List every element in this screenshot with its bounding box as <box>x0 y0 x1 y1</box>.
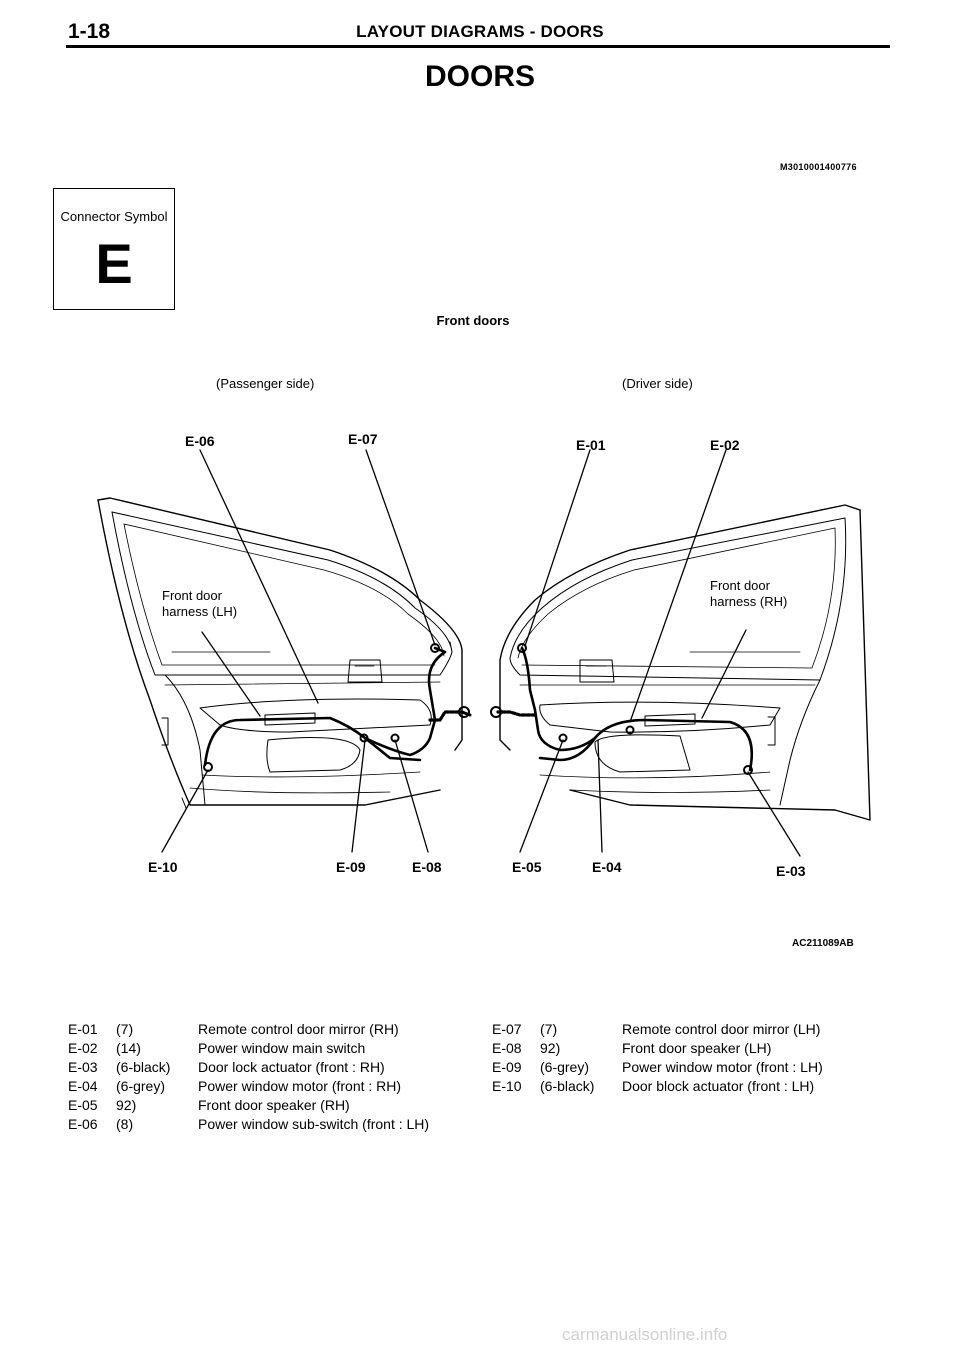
driver-side-label: (Driver side) <box>622 376 693 391</box>
legend-row <box>492 1058 823 1077</box>
legend-desc: Door block actuator (front : LH) <box>622 1078 815 1094</box>
legend-pins: 92) <box>540 1040 561 1056</box>
door-layout-diagram <box>90 420 870 949</box>
legend-desc: Front door speaker (RH) <box>198 1097 350 1113</box>
legend-desc: Remote control door mirror (LH) <box>622 1021 821 1037</box>
legend-row <box>68 1039 429 1058</box>
legend-desc: Door lock actuator (front : RH) <box>198 1059 385 1075</box>
legend-pins: (14) <box>116 1040 141 1056</box>
passenger-side-label: (Passenger side) <box>216 376 315 391</box>
connector-symbol-letter: E <box>95 232 133 295</box>
legend-desc: Power window motor (front : RH) <box>198 1078 402 1094</box>
label-e08: E-08 <box>412 859 442 875</box>
legend-desc: Power window motor (front : LH) <box>622 1059 823 1075</box>
label-e03: E-03 <box>776 863 806 879</box>
legend-row <box>68 1020 429 1039</box>
legend-code: E-07 <box>492 1021 522 1037</box>
diagram-title: Front doors <box>436 313 510 328</box>
legend-code: E-09 <box>492 1059 522 1075</box>
label-e05: E-05 <box>512 859 542 875</box>
legend-row <box>492 1020 823 1039</box>
watermark: carmanualsonline.info <box>562 1325 728 1344</box>
header-rule <box>66 45 890 48</box>
left-door-drawing <box>98 498 470 808</box>
legend-row <box>68 1077 429 1096</box>
legend-code: E-10 <box>492 1078 522 1094</box>
section-header: LAYOUT DIAGRAMS - DOORS <box>356 22 604 41</box>
connector-symbol-box <box>53 188 175 310</box>
legend-code: E-06 <box>68 1116 98 1132</box>
legend-right-column <box>492 1020 823 1096</box>
legend-pins: 92) <box>116 1097 137 1113</box>
page-title: DOORS <box>424 60 535 93</box>
leader-lines <box>162 450 800 856</box>
legend-pins: (6-black) <box>540 1078 595 1094</box>
harness-rh-line2: harness (RH) <box>710 594 788 609</box>
label-e09: E-09 <box>336 859 366 875</box>
legend-row <box>492 1039 823 1058</box>
label-e02: E-02 <box>710 437 740 453</box>
label-e10: E-10 <box>148 859 178 875</box>
legend-pins: (6-grey) <box>116 1078 166 1094</box>
label-e01: E-01 <box>576 437 606 453</box>
legend-row <box>68 1096 429 1115</box>
legend-desc: Remote control door mirror (RH) <box>198 1021 399 1037</box>
label-e07: E-07 <box>348 431 378 447</box>
right-door-drawing <box>491 505 870 820</box>
harness-lh-line2: harness (LH) <box>162 604 238 619</box>
legend-code: E-02 <box>68 1040 98 1056</box>
legend-row <box>492 1077 823 1096</box>
legend-code: E-03 <box>68 1059 98 1075</box>
page-number: 1-18 <box>68 20 111 43</box>
legend-pins: (7) <box>116 1021 134 1037</box>
legend-pins: (6-black) <box>116 1059 171 1075</box>
legend-code: E-04 <box>68 1078 98 1094</box>
diagram-code: AC211089AB <box>792 938 854 949</box>
connector-symbol-label: Connector Symbol <box>60 209 168 224</box>
legend-pins: (6-grey) <box>540 1059 590 1075</box>
legend-pins: (8) <box>116 1116 134 1132</box>
legend-code: E-01 <box>68 1021 98 1037</box>
legend-code: E-05 <box>68 1097 98 1113</box>
legend-desc: Power window main switch <box>198 1040 366 1056</box>
harness-rh-line1: Front door <box>710 578 770 593</box>
legend-left-column <box>68 1020 429 1134</box>
legend-pins: (7) <box>540 1021 558 1037</box>
legend-desc: Power window sub-switch (front : LH) <box>198 1116 430 1132</box>
legend-desc: Front door speaker (LH) <box>622 1040 772 1056</box>
document-reference: M3010001400776 <box>780 162 857 172</box>
legend-row <box>68 1058 429 1077</box>
legend-row <box>68 1115 429 1134</box>
label-e06: E-06 <box>185 433 215 449</box>
legend-code: E-08 <box>492 1040 522 1056</box>
label-e04: E-04 <box>592 859 622 875</box>
harness-lh-line1: Front door <box>162 588 222 603</box>
